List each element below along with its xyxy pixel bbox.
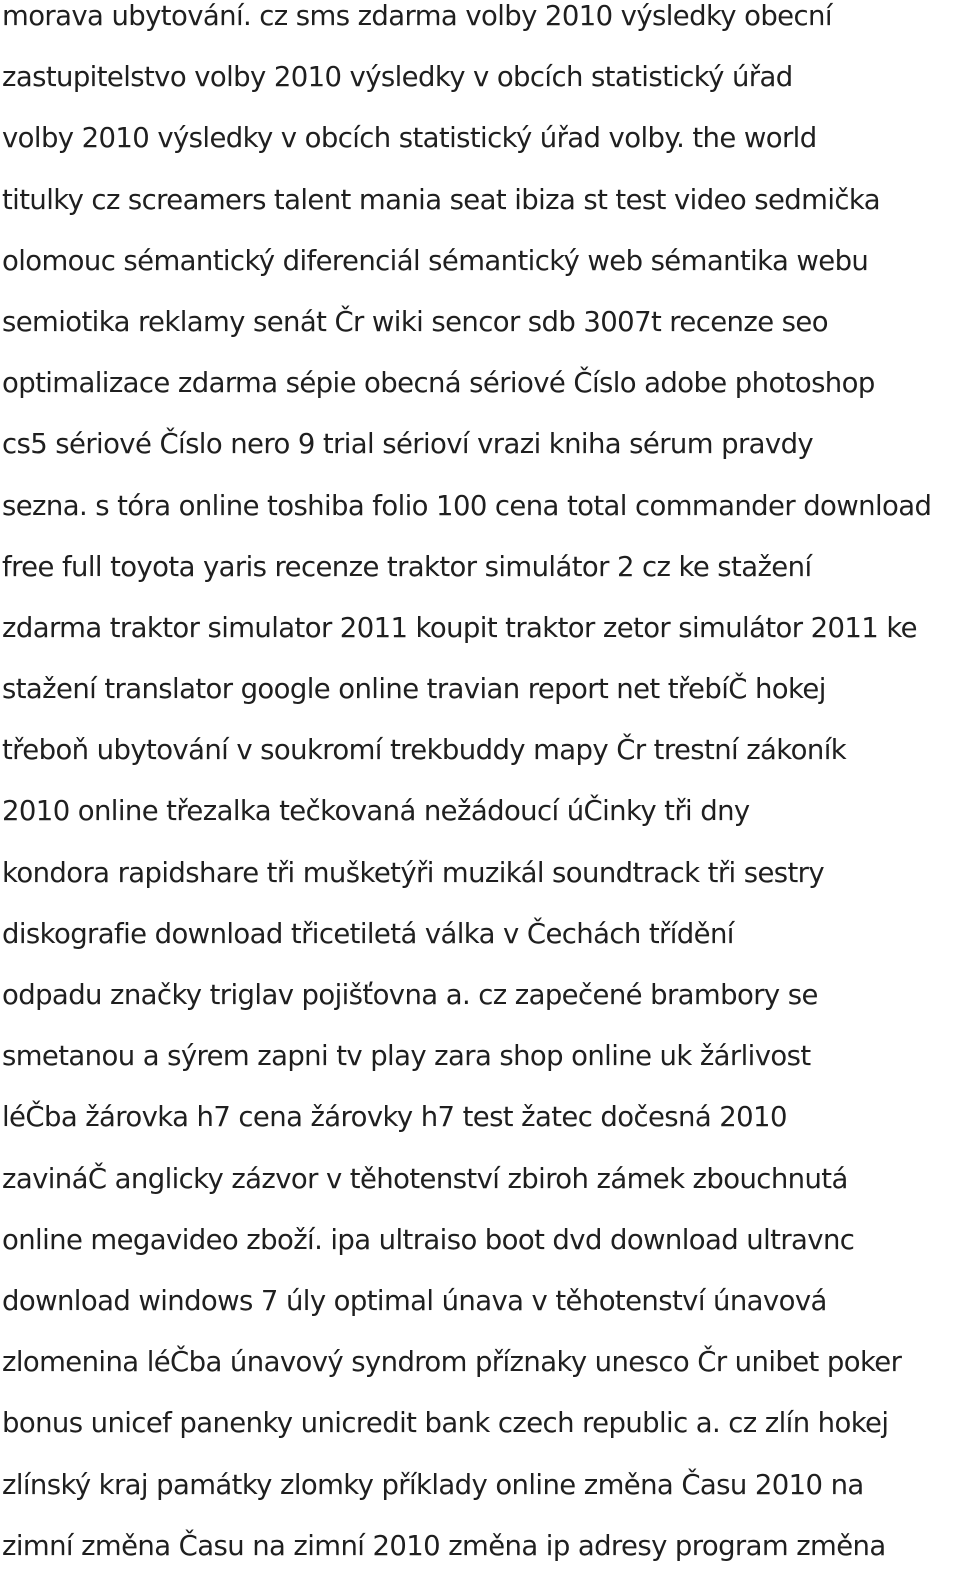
text-line: zlomenina léČba únavový syndrom příznaky unesco Čr unibet poker bbox=[2, 1346, 902, 1379]
text-line: download windows 7 úly optimal únava v těhotenství únavová bbox=[2, 1284, 827, 1317]
text-line: online megavideo zboží. ipa ultraiso boot dvd download ultravnc bbox=[2, 1223, 855, 1256]
text-line: zlínský kraj památky zlomky příklady online změna Času 2010 na bbox=[2, 1468, 864, 1501]
text-line: bonus unicef panenky unicredit bank czech republic a. cz zlín hokej bbox=[2, 1407, 889, 1440]
text-line: léČba žárovka h7 cena žárovky h7 test žatec dočesná 2010 bbox=[2, 1101, 787, 1134]
text-line: zavináČ anglicky zázvor v těhotenství zbiroh zámek zbouchnutá bbox=[2, 1162, 848, 1195]
text-line: kondora rapidshare tři mušketýři muzikál soundtrack tři sestry bbox=[2, 856, 825, 889]
text-line: 2010 online třezalka tečkovaná nežádoucí úČinky tři dny bbox=[2, 795, 750, 828]
text-line: semiotika reklamy senát Čr wiki sencor sdb 3007t recenze seo bbox=[2, 305, 828, 338]
text-line: třeboň ubytování v soukromí trekbuddy mapy Čr trestní zákoník bbox=[2, 734, 847, 767]
text-line: olomouc sémantický diferenciál sémantický web sémantika webu bbox=[2, 244, 869, 277]
text-line: diskografie download třicetiletá válka v Čechách třídění bbox=[2, 917, 734, 950]
text-line: smetanou a sýrem zapni tv play zara shop online uk žárlivost bbox=[2, 1040, 811, 1073]
text-line: cs5 sériové Číslo nero 9 trial sérioví vrazi kniha sérum pravdy bbox=[2, 428, 814, 461]
text-line: zastupitelstvo volby 2010 výsledky v obcích statistický úřad bbox=[2, 61, 793, 94]
document-text-block bbox=[2, 0, 958, 1577]
text-line: stažení translator google online travian report net třebíČ hokej bbox=[2, 673, 826, 706]
text-line: volby 2010 výsledky v obcích statistický úřad volby. the world bbox=[2, 122, 817, 155]
text-line: free full toyota yaris recenze traktor simulátor 2 cz ke stažení bbox=[2, 550, 812, 583]
text-line: zimní změna Času na zimní 2010 změna ip adresy program změna bbox=[2, 1529, 886, 1562]
text-line: morava ubytování. cz sms zdarma volby 2010 výsledky obecní bbox=[2, 0, 832, 32]
text-line: titulky cz screamers talent mania seat ibiza st test video sedmička bbox=[2, 183, 880, 216]
text-line: sezna. s tóra online toshiba folio 100 cena total commander download bbox=[2, 489, 932, 522]
text-line: odpadu značky triglav pojišťovna a. cz zapečené brambory se bbox=[2, 979, 818, 1011]
text-line: zdarma traktor simulator 2011 koupit traktor zetor simulátor 2011 ke bbox=[2, 611, 918, 644]
text-line: optimalizace zdarma sépie obecná sériové Číslo adobe photoshop bbox=[2, 367, 875, 400]
